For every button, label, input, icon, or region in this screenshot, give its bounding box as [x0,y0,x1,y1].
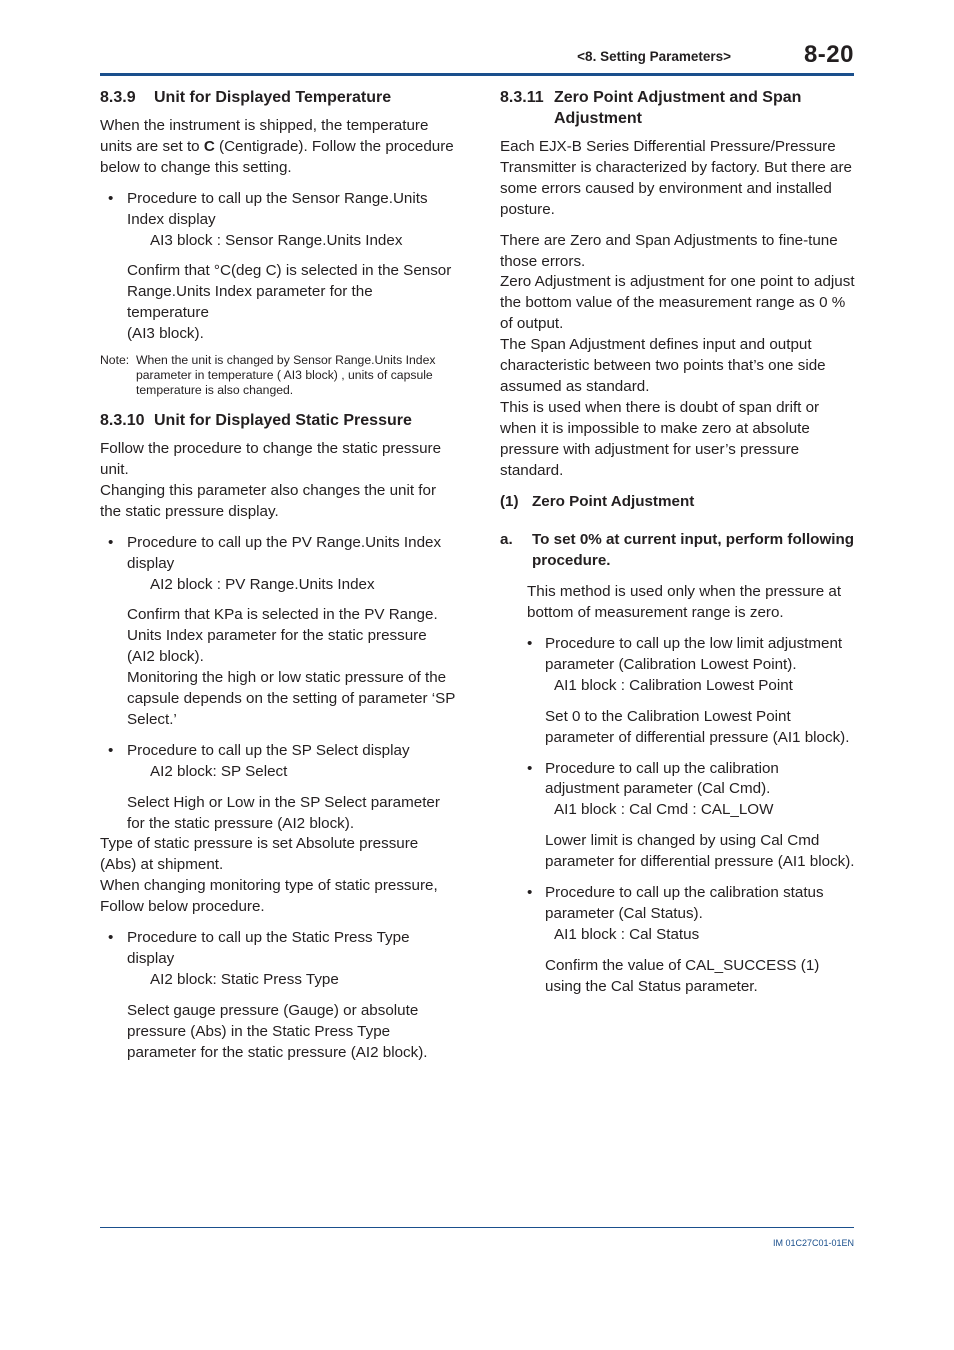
parameter-path: AI1 block : Calibration Lowest Point [554,676,793,694]
right-column [500,87,856,998]
paragraph: Each EJX-B Series Differential Pressure/Pressure Transmitter is characterized by factory. But there are some errors caused by environment and installed posture. [500,138,852,218]
paragraph: Confirm that KPa is selected in the PV Range. Units Index parameter for the static pressure (AI2 block). [127,606,438,666]
paragraph: Lower limit is changed by using Cal Cmd parameter for differential pressure (AI1 block). [545,832,855,871]
document-id: IM 01C27C01-01EN [772,1238,854,1248]
subheading-procedure-a: a. To set 0% at current input, perform following procedure. [500,531,855,570]
section-title: Unit for Displayed Static Pressure [154,412,412,430]
list-item: • Procedure to call up the calibration adjustment parameter (Cal Cmd). [527,759,779,798]
paragraph: Select gauge pressure (Gauge) or absolute pressure (Abs) in the Static Press Type parameter for the static pressure (AI2 block). [127,1001,428,1061]
section-number: 8.3.10 [100,412,145,430]
left-column [100,87,456,1064]
note: Note: When the unit is changed by Sensor Range.Units Index parameter in temperature ( AI3 block) , units of capsule temperature is also changed. [100,353,436,398]
paragraph: (AI3 block). [127,325,204,343]
parameter-path: AI1 block : Cal Cmd : CAL_LOW [554,801,774,819]
subheading-zero-point: (1) Zero Point Adjustment [500,492,695,510]
paragraph: When changing monitoring type of static pressure, Follow below procedure. [100,877,438,916]
list-item: • Procedure to call up the SP Select display [108,741,410,759]
paragraph: Type of static pressure is set Absolute pressure (Abs) at shipment. [100,835,419,874]
section-title: Zero Point Adjustment and Span Adjustment [554,89,802,127]
section-heading-8-3-11 [500,87,856,129]
paragraph: Confirm the value of CAL_SUCCESS (1) using the Cal Status parameter. [545,956,820,995]
parameter-path: AI2 block: Static Press Type [150,970,339,988]
section-title: Unit for Displayed Temperature [154,89,392,106]
paragraph: Confirm that °C(deg C) is selected in the Sensor Range.Units Index parameter for the temperature [127,262,452,322]
list-item: • Procedure to call up the PV Range.Units Index display [108,533,442,572]
header-rule [100,73,854,76]
section-heading-8-3-9 [100,87,456,108]
paragraph: Set 0 to the Calibration Lowest Point parameter of differential pressure (AI1 block). [545,707,850,746]
parameter-path: AI3 block : Sensor Range.Units Index [150,231,403,249]
parameter-path: AI1 block : Cal Status [554,925,700,943]
paragraph: There are Zero and Span Adjustments to fine-tune those errors. [500,231,838,270]
paragraph: Changing this parameter also changes the unit for the static pressure display. [100,481,437,520]
list-item: • Procedure to call up the Sensor Range.Units Index display [108,189,428,228]
list-item: • Procedure to call up the low limit adjustment parameter (Calibration Lowest Point). [527,635,843,673]
section-number: 8.3.9 [100,89,136,106]
list-item: • Procedure to call up the Static Press Type display [108,929,410,967]
footer-rule [100,1227,854,1228]
paragraph: Zero Adjustment is adjustment for one point to adjust the bottom value of the measurement range as 0 % of output. [500,273,855,333]
running-header-section: <8. Setting Parameters> [577,49,731,64]
parameter-path: AI2 block: SP Select [150,762,288,780]
paragraph: This is used when there is doubt of span drift or when it is impossible to make zero at absolute pressure with adjustment for user’s pressure standard. [500,398,820,479]
paragraph: Monitoring the high or low static pressure of the capsule depends on the setting of parameter ‘SP Select.’ [127,669,456,728]
paragraph: This method is used only when the pressure at bottom of measurement range is zero. [527,583,842,622]
paragraph: Select High or Low in the SP Select parameter for the static pressure (AI2 block). [127,793,440,832]
parameter-path: AI2 block : PV Range.Units Index [150,575,375,593]
section-heading-8-3-10 [100,410,456,431]
list-item: • Procedure to call up the calibration status parameter (Cal Status). [527,884,824,922]
temperature-intro: When the instrument is shipped, the temperature units are set to C (Centigrade). Follow the procedure below to change this setting. [100,117,454,176]
section-number: 8.3.11 [500,89,544,106]
paragraph: The Span Adjustment defines input and output characteristic between two points that’s one side assumed as standard. [500,336,826,395]
paragraph: Follow the procedure to change the static pressure unit. [100,440,442,478]
page-number: 8-20 [803,41,854,68]
